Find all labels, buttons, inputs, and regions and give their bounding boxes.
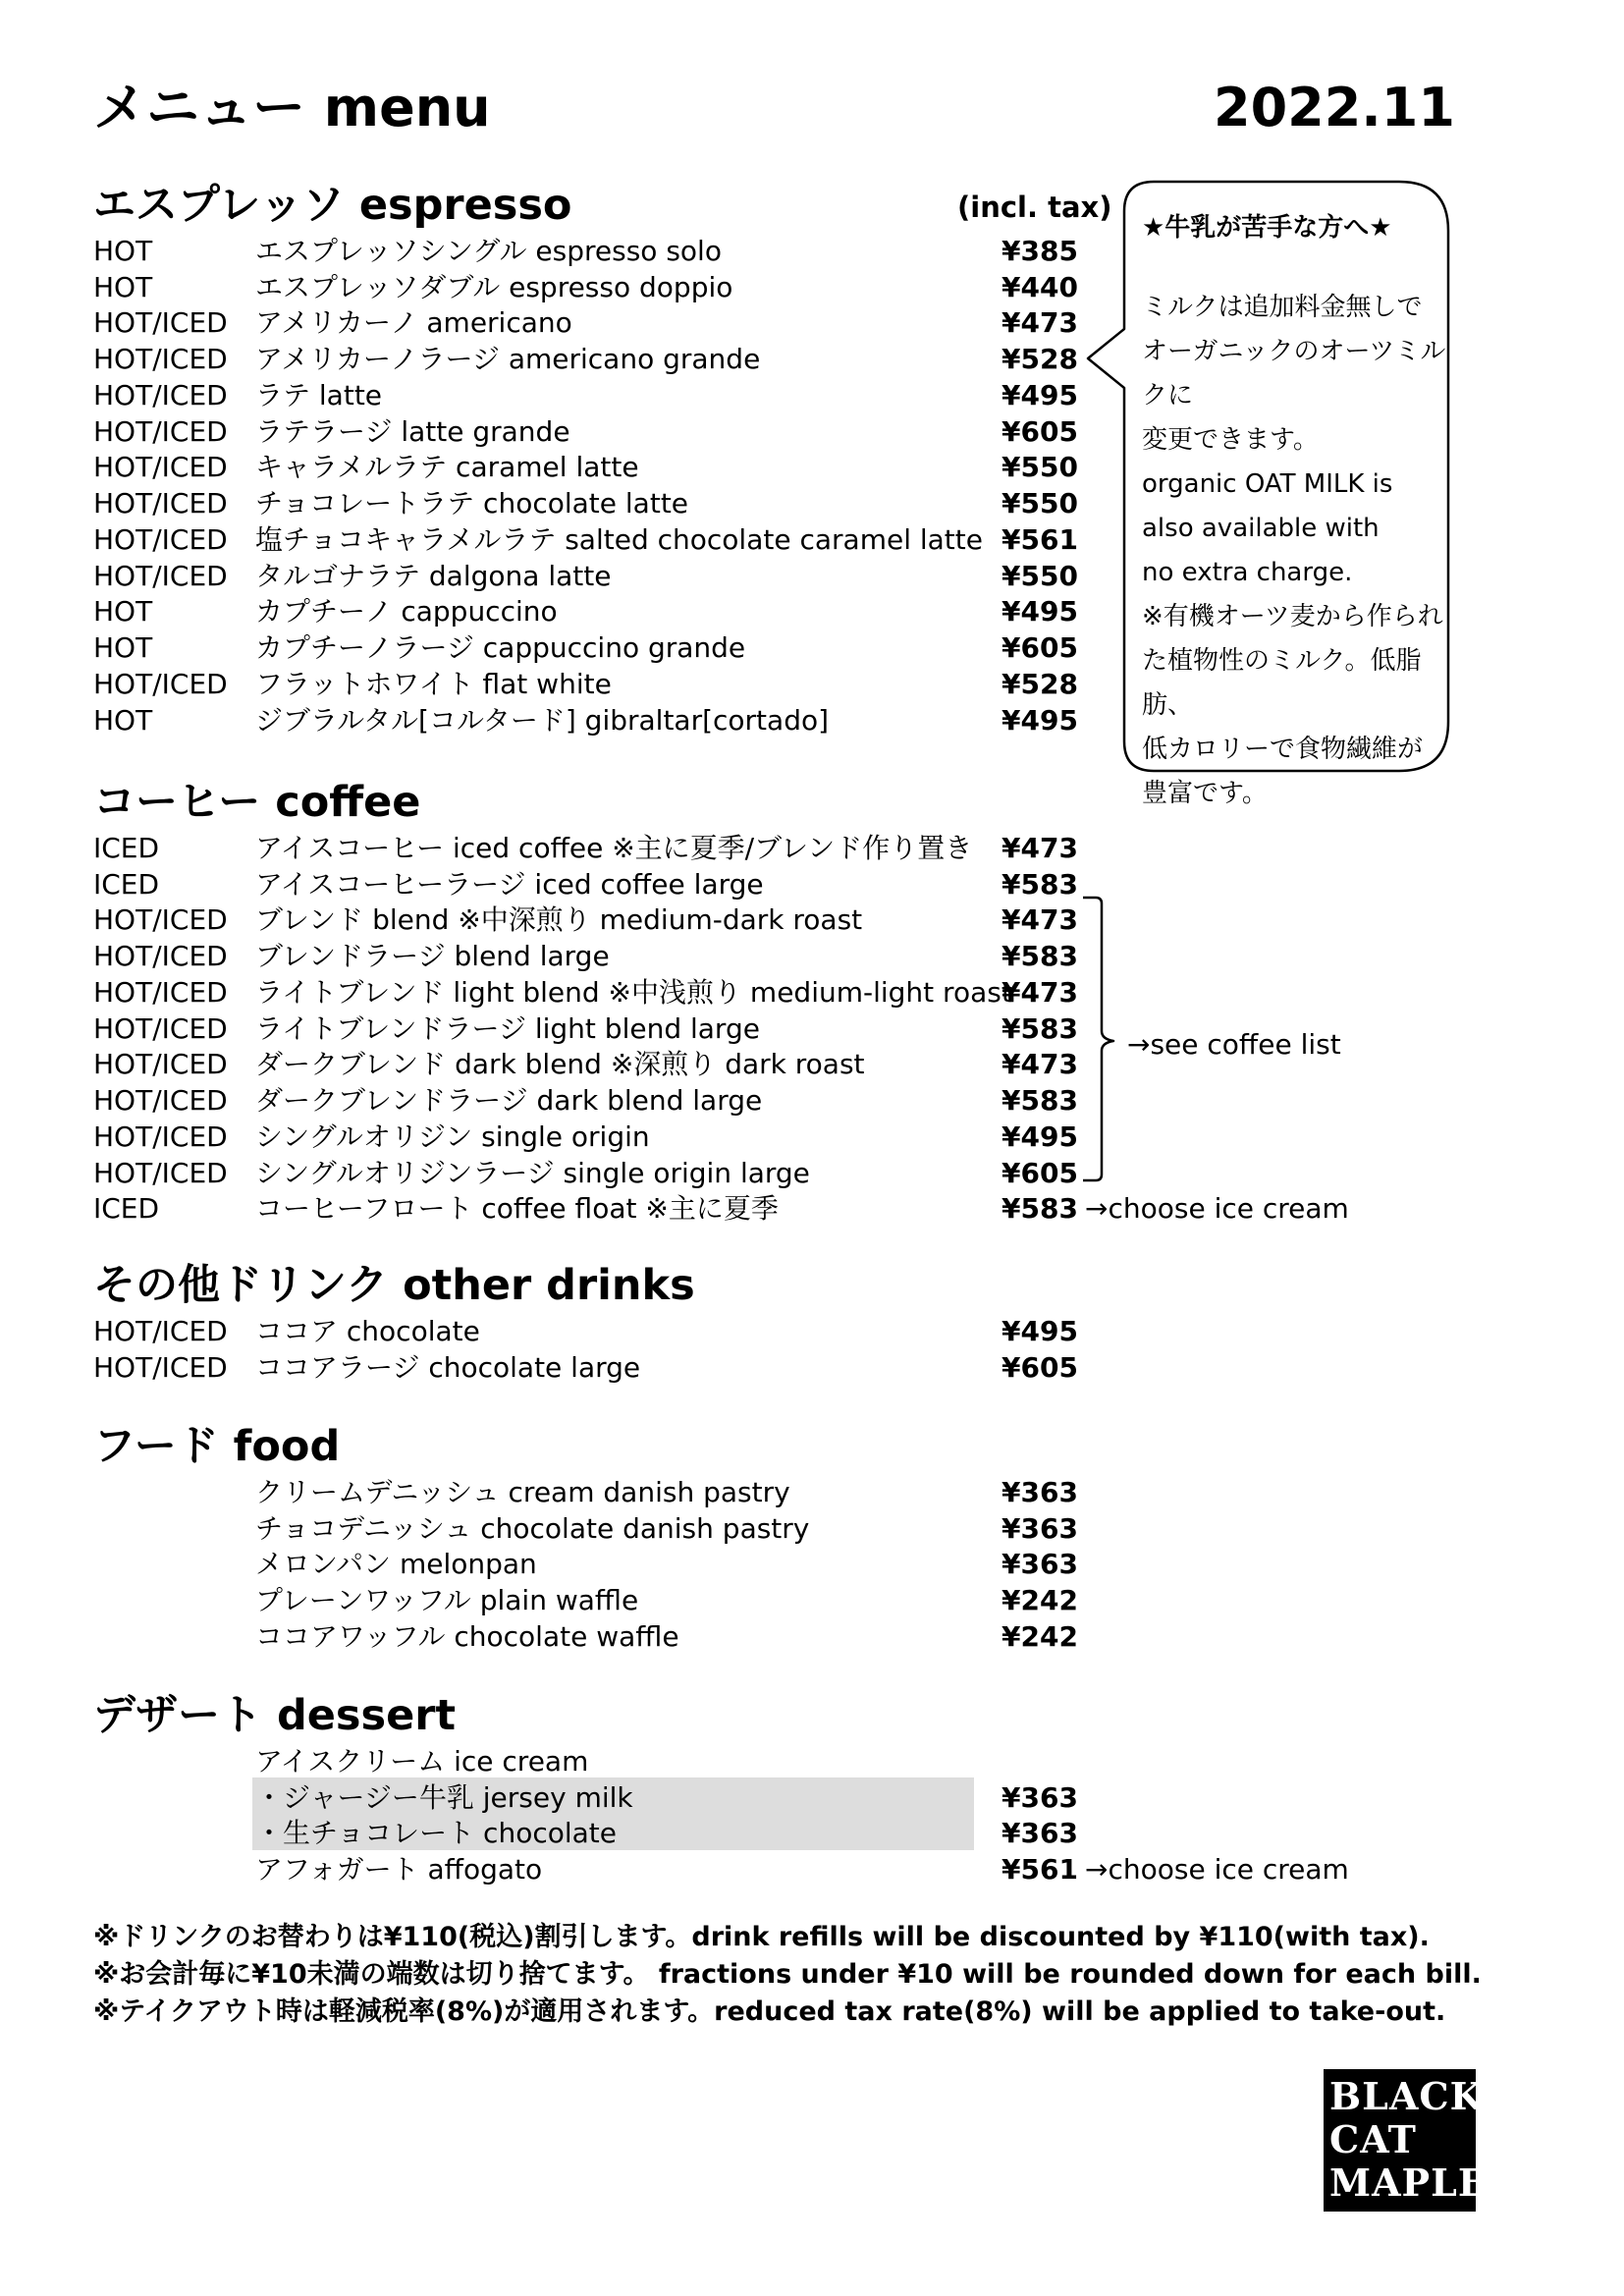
item-type: HOT/ICED (93, 1315, 228, 1347)
page-title: メニュー menu (93, 77, 491, 138)
item-name: 塩チョコキャラメルラテ salted chocolate caramel latte (255, 523, 983, 556)
item-name: フラットホワイト flat white (255, 668, 612, 700)
milk-note-line: ミルクは追加料金無しで (1142, 293, 1423, 322)
item-price: ¥385 (1001, 235, 1078, 267)
item-name: エスプレッソシングル espresso solo (255, 235, 722, 267)
item-name: アイスクリーム ice cream (255, 1745, 589, 1777)
item-type: HOT/ICED (93, 1012, 228, 1045)
black-cat-maple-logo (1324, 2069, 1488, 2212)
item-name: コーヒーフロート coffee float ※主に夏季 (255, 1192, 779, 1225)
menu-item (93, 939, 1078, 974)
item-price: ¥561 (1001, 523, 1078, 556)
menu-item (93, 831, 1078, 866)
item-name: アイスコーヒーラージ iced coffee large (255, 868, 764, 901)
section-title-dessert: デザート dessert (93, 1691, 457, 1740)
item-name: ダークブレンドラージ dark blend large (255, 1084, 763, 1117)
item-price: ¥550 (1001, 487, 1078, 519)
item-name: クリームデニッシュ cream danish pastry (255, 1476, 790, 1508)
menu-item (93, 1852, 1349, 1887)
item-name: ・ジャージー牛乳 jersey milk (255, 1781, 633, 1814)
item-name: チョコレートラテ chocolate latte (255, 487, 689, 519)
menu-item (93, 1475, 1078, 1510)
item-name: メロンパン melonpan (255, 1548, 537, 1580)
incl-tax-label: (incl. tax) (957, 191, 1112, 224)
item-name: ラテラージ latte grande (255, 415, 570, 448)
item-price: ¥605 (1001, 415, 1078, 448)
logo-line: MAPLE (1329, 2160, 1488, 2205)
item-name: シングルオリジン single origin (255, 1121, 650, 1153)
menu-item (93, 414, 1078, 450)
menu-item (93, 667, 1078, 702)
item-price: ¥473 (1001, 976, 1078, 1009)
milk-note-heading: ★牛乳が苦手な方へ★ (1142, 213, 1392, 243)
menu-item (93, 1511, 1078, 1547)
item-name: ブレンドラージ blend large (255, 940, 610, 972)
item-type: HOT/ICED (93, 487, 228, 519)
menu-item (93, 630, 1078, 666)
item-name: アフォガート affogato (255, 1853, 543, 1886)
menu-item (93, 450, 1078, 485)
item-price: ¥363 (1001, 1548, 1078, 1580)
menu-item (93, 1816, 1078, 1851)
item-price: ¥550 (1001, 451, 1078, 483)
item-type: HOT/ICED (93, 451, 228, 483)
item-name: カプチーノラージ cappuccino grande (255, 631, 746, 664)
item-type: HOT/ICED (93, 1048, 228, 1080)
footnote: ※お会計毎に¥10未満の端数は切り捨てます。 fractions under ¥10 will be rounded down for each bill. (93, 1959, 1482, 1990)
menu-item (93, 1619, 1078, 1655)
item-name: タルゴナラテ dalgona latte (255, 560, 612, 592)
item-type: HOT/ICED (93, 940, 228, 972)
item-type: ICED (93, 868, 160, 901)
menu-date: 2022.11 (1214, 77, 1455, 138)
item-price: ¥363 (1001, 1781, 1078, 1814)
item-price: ¥495 (1001, 704, 1078, 737)
item-price: ¥605 (1001, 1351, 1078, 1384)
menu-item (93, 1350, 1078, 1386)
item-type: HOT/ICED (93, 343, 228, 375)
milk-note-line: no extra charge. (1142, 558, 1353, 587)
section-title-espresso: エスプレッソ espresso (93, 181, 572, 230)
menu-item (93, 1120, 1078, 1155)
item-type: HOT/ICED (93, 1084, 228, 1117)
menu-item (93, 975, 1078, 1011)
item-name: プレーンワッフル plain waffle (255, 1584, 639, 1616)
section-title-other-drinks: その他ドリンク other drinks (93, 1261, 695, 1310)
item-name: ライトブレンドラージ light blend large (255, 1012, 760, 1045)
item-type: HOT (93, 631, 153, 664)
menu-item (93, 559, 1078, 594)
item-price: ¥363 (1001, 1476, 1078, 1508)
item-type: HOT/ICED (93, 668, 228, 700)
item-type: HOT/ICED (93, 306, 228, 339)
menu-item (93, 1191, 1349, 1227)
item-name: シングルオリジンラージ single origin large (255, 1157, 810, 1189)
item-name: アメリカーノ americano (255, 306, 572, 339)
menu-item (93, 378, 1078, 413)
item-name: アメリカーノラージ americano grande (255, 343, 761, 375)
logo-line: BLACK (1329, 2074, 1484, 2118)
item-name: ダークブレンド dark blend ※深煎り dark roast (255, 1048, 865, 1080)
item-price: ¥363 (1001, 1817, 1078, 1849)
item-price: ¥583 (1001, 1192, 1078, 1225)
item-price: ¥440 (1001, 271, 1078, 303)
item-price: ¥242 (1001, 1620, 1078, 1653)
item-type: HOT (93, 271, 153, 303)
menu-item (93, 1083, 1078, 1119)
menu-item (93, 522, 1078, 558)
item-price: ¥363 (1001, 1512, 1078, 1545)
menu-item (93, 1314, 1078, 1349)
menu-item (93, 234, 1078, 269)
see-coffee-list-note: →see coffee list (1127, 1028, 1341, 1061)
milk-note-line: 変更できます。 (1142, 425, 1319, 455)
item-name: キャラメルラテ caramel latte (255, 451, 639, 483)
section-title-coffee: コーヒー coffee (93, 778, 421, 827)
milk-note-line: 低カロリーで食物繊維が (1142, 735, 1424, 764)
footnote: ※ドリンクのお替わりは¥110(税込)割引します。drink refills will be discounted by ¥110(with tax). (93, 1922, 1430, 1952)
milk-note-line: also available with (1142, 514, 1380, 543)
item-name: ジブラルタル[コルタード] gibraltar[cortado] (255, 704, 830, 737)
item-price: ¥495 (1001, 595, 1078, 628)
menu-item (93, 486, 1078, 521)
item-type: HOT/ICED (93, 560, 228, 592)
menu-item (93, 1011, 1078, 1047)
item-name: ココア chocolate (255, 1315, 480, 1347)
section-title-food: フード food (93, 1422, 341, 1471)
item-name: エスプレッソダブル espresso doppio (255, 271, 733, 303)
item-price: ¥473 (1001, 903, 1078, 936)
item-name: ココアワッフル chocolate waffle (255, 1620, 679, 1653)
item-price: ¥583 (1001, 868, 1078, 901)
milk-note-line: た植物性のミルク。低脂肪、 (1142, 646, 1422, 720)
menu-item (93, 305, 1078, 341)
milk-note (1142, 206, 1466, 816)
item-price: ¥583 (1001, 940, 1078, 972)
item-type: HOT (93, 704, 153, 737)
item-name: ・生チョコレート chocolate (255, 1817, 618, 1849)
item-price: ¥495 (1001, 1315, 1078, 1347)
footnotes (93, 1919, 1482, 2031)
milk-note-line: ※有機オーツ麦から作られ (1142, 602, 1443, 631)
menu-item (93, 703, 1078, 738)
footnote: ※テイクアウト時は軽減税率(8%)が適用されます。reduced tax rate(8%) will be applied to take-out. (93, 1996, 1446, 2027)
item-price: ¥495 (1001, 1121, 1078, 1153)
menu-item (93, 342, 1078, 377)
item-type: HOT/ICED (93, 1157, 228, 1189)
item-price: ¥583 (1001, 1084, 1078, 1117)
milk-note-line: organic OAT MILK is (1142, 469, 1393, 499)
menu-item (93, 1547, 1078, 1582)
menu-item (93, 867, 1078, 902)
item-name: カプチーノ cappuccino (255, 595, 558, 628)
item-type: HOT/ICED (93, 379, 228, 411)
item-price: ¥473 (1001, 832, 1078, 864)
menu-item (93, 1744, 1075, 1779)
item-name: ラテ latte (255, 379, 383, 411)
milk-note-line: オーガニックのオーツミルクに (1142, 337, 1446, 410)
item-note: →choose ice cream (1085, 1853, 1349, 1886)
item-type: ICED (93, 1192, 160, 1225)
menu-item (93, 1583, 1078, 1618)
item-price: ¥605 (1001, 631, 1078, 664)
item-type: ICED (93, 832, 160, 864)
item-type: HOT (93, 235, 153, 267)
item-name: ココアラージ chocolate large (255, 1351, 641, 1384)
item-price: ¥528 (1001, 343, 1078, 375)
item-name: チョコデニッシュ chocolate danish pastry (255, 1512, 810, 1545)
item-name: ブレンド blend ※中深煎り medium-dark roast (255, 903, 863, 936)
logo-line: CAT (1329, 2117, 1417, 2161)
item-price: ¥528 (1001, 668, 1078, 700)
item-price: ¥550 (1001, 560, 1078, 592)
coffee-list-bracket (1080, 894, 1119, 1188)
menu-item (93, 1047, 1078, 1082)
item-price: ¥473 (1001, 306, 1078, 339)
item-price: ¥495 (1001, 379, 1078, 411)
milk-note-line: 豊富です。 (1142, 779, 1268, 808)
item-type: HOT/ICED (93, 415, 228, 448)
menu-item (93, 1780, 1078, 1816)
item-type: HOT/ICED (93, 1121, 228, 1153)
item-price: ¥561 (1001, 1853, 1078, 1886)
menu-item (93, 1156, 1078, 1191)
item-name: アイスコーヒー iced coffee ※主に夏季/ブレンド作り置き (255, 832, 973, 864)
menu-item (93, 902, 1078, 938)
item-price: ¥473 (1001, 1048, 1078, 1080)
item-note: →choose ice cream (1085, 1192, 1349, 1225)
menu-item (93, 594, 1078, 629)
item-type: HOT (93, 595, 153, 628)
menu-item (93, 270, 1078, 305)
item-type: HOT/ICED (93, 1351, 228, 1384)
item-type: HOT/ICED (93, 903, 228, 936)
item-price: ¥605 (1001, 1157, 1078, 1189)
item-type: HOT/ICED (93, 523, 228, 556)
item-type: HOT/ICED (93, 976, 228, 1009)
item-name: ライトブレンド light blend ※中浅煎り medium-light roast (255, 976, 1012, 1009)
item-price: ¥583 (1001, 1012, 1078, 1045)
item-price: ¥242 (1001, 1584, 1078, 1616)
